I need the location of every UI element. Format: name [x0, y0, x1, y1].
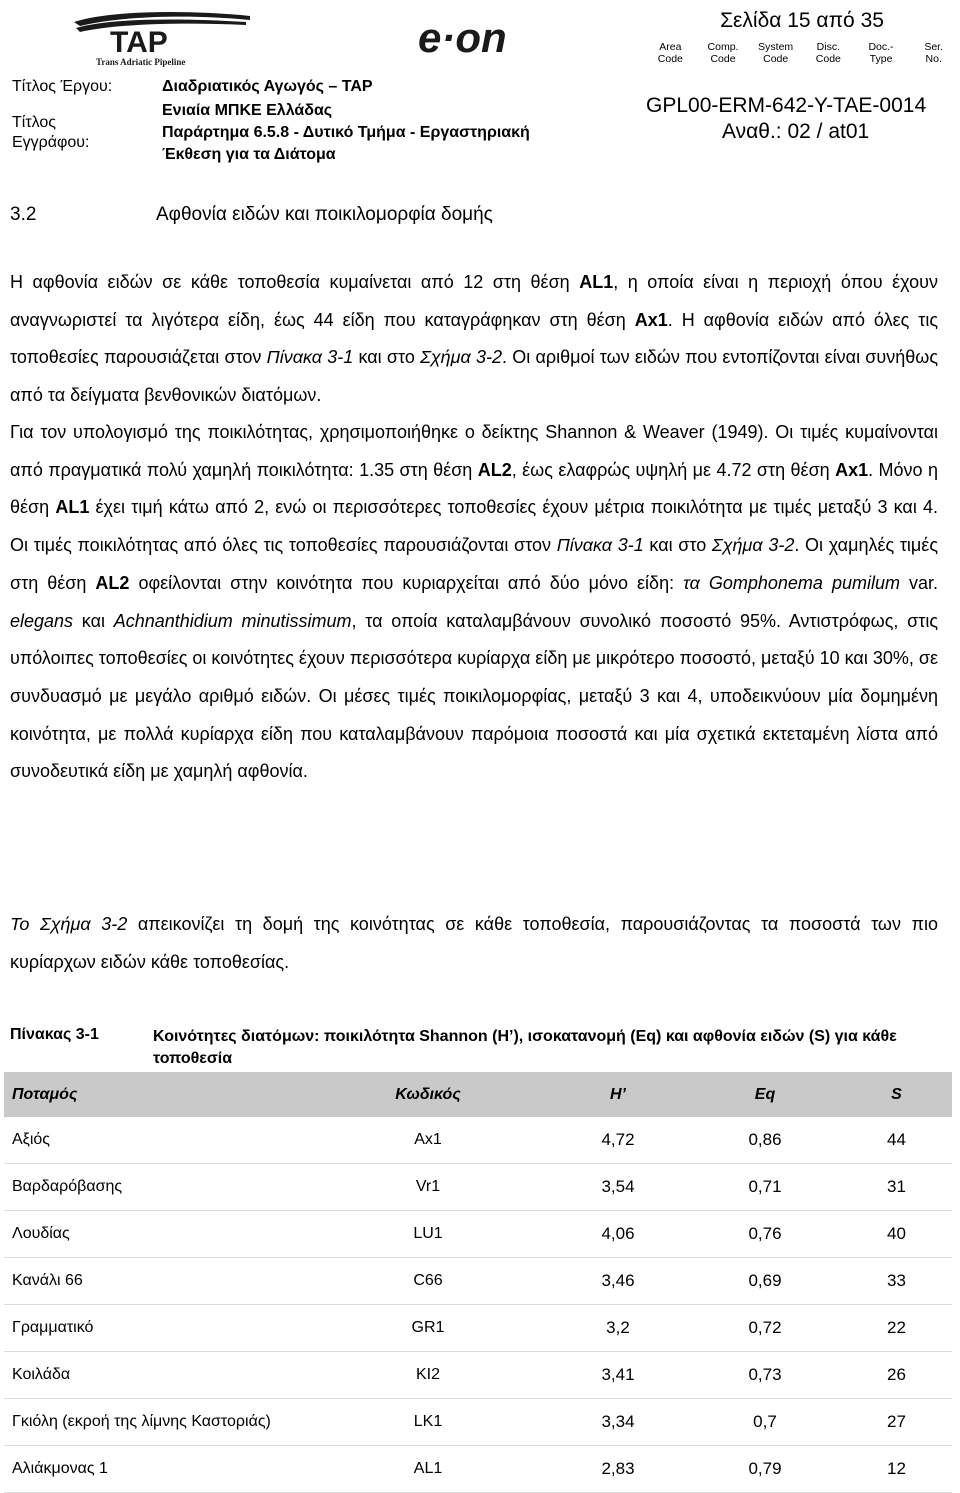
table-caption-label: Πίνακας 3-1	[10, 1026, 99, 1043]
header-top-band	[0, 0, 960, 72]
text-run: Η αφθονία ειδών σε κάθε τοποθεσία κυμαίνεται από 12 στη θέση	[10, 272, 580, 292]
cell-h: 3,46	[547, 1258, 689, 1305]
cell-s: 40	[841, 1211, 952, 1258]
cell-eq: 0,69	[689, 1258, 841, 1305]
header-evenness: Eq	[689, 1072, 841, 1117]
site-code: Ax1	[634, 309, 668, 330]
text-run: , η οποία είναι η περιοχή όπου έχουν αναγνωριστεί τα λιγότερα είδη, έως 44 είδη που καταγράφηκαν στη θέση	[10, 272, 938, 330]
table-row	[4, 1164, 952, 1211]
tap-logo-text: TAP	[110, 26, 168, 59]
cell-eq: 0,76	[689, 1211, 841, 1258]
cell-code: AL1	[309, 1446, 547, 1493]
tap-logo-subtitle: Trans Adriatic Pipeline	[96, 57, 186, 67]
cell-river: Λουδίας	[4, 1211, 309, 1258]
text-run: . Η αφθονία ειδών από όλες τις τοποθεσίες παρουσιάζεται στον	[10, 309, 938, 368]
site-code: AL1	[579, 272, 614, 292]
cell-code: KI2	[309, 1352, 547, 1399]
code-label-2: Code	[763, 53, 789, 65]
code-fields	[644, 38, 960, 70]
code-system	[749, 38, 802, 70]
code-label-2: Code	[710, 53, 736, 65]
species-name: Achnanthidium minutissimum	[113, 610, 352, 631]
cell-h: 2,83	[547, 1446, 689, 1493]
code-label-1: Area	[659, 41, 682, 53]
code-label-1: System	[758, 41, 794, 53]
document-number: GPL00-ERM-642-Y-TAE-0014	[646, 94, 927, 117]
project-value: Διαδριατικός Αγωγός – TAP	[162, 78, 373, 95]
table-row	[4, 1446, 952, 1493]
cell-river: Βαρδαρόβασης	[4, 1164, 309, 1211]
header-code: Κωδικός	[309, 1072, 547, 1117]
site-code: AL2	[477, 459, 512, 480]
text-run: απεικονίζει τη δομή της κοινότητας σε κάθε τοποθεσία, παρουσιάζοντας τα ποσοστά των πιο κυρίαρχων ειδών κάθε τοποθεσίας.	[10, 914, 938, 972]
cell-eq: 0,71	[689, 1164, 841, 1211]
section-title: Αφθονία ειδών και ποικιλομορφία δομής	[156, 204, 493, 225]
cell-h: 3,34	[547, 1399, 689, 1446]
cell-river: Γραμματικό	[4, 1305, 309, 1352]
figure-reference: Το Σχήμα 3-2	[10, 914, 128, 934]
doc-title-line-2: Παράρτημα 6.5.8 - Δυτικό Τμήμα - Εργαστηριακή	[162, 124, 530, 141]
doc-title-label-2: Εγγράφου:	[12, 134, 90, 151]
section-number: 3.2	[10, 204, 37, 225]
cell-eq: 0,7	[689, 1399, 841, 1446]
paragraph-species-abundance	[10, 264, 938, 415]
code-label-1: Doc.-	[868, 41, 894, 53]
document-header	[0, 0, 960, 168]
table-row	[4, 1305, 952, 1352]
table-row	[4, 1352, 952, 1399]
cell-river: Κανάλι 66	[4, 1258, 309, 1305]
cell-h: 4,06	[547, 1211, 689, 1258]
table-reference: Πίνακα 3-1	[266, 347, 354, 368]
species-name: τα Gomphonema pumilum	[683, 572, 900, 593]
cell-river: Αξιός	[4, 1117, 309, 1164]
section-heading	[10, 204, 493, 226]
cell-code: Ax1	[309, 1117, 547, 1164]
text-run: Για τον υπολογισμό της ποικιλότητας, χρησιμοποιήθηκε ο δείκτης Shannon & Weaver (1949). Οι τιμές κυμαίνονται από πραγματικά πολύ χαμηλή ποικιλότητα: 1.35 στη θέση	[10, 422, 938, 480]
code-label-2: Code	[815, 53, 841, 65]
cell-h: 3,41	[547, 1352, 689, 1399]
text-run: , έως ελαφρώς υψηλή με 4.72 στη θέση	[511, 459, 836, 480]
paragraph-diversity	[10, 414, 938, 791]
code-area	[644, 38, 697, 70]
cell-code: GR1	[309, 1305, 547, 1352]
cell-code: C66	[309, 1258, 547, 1305]
text-run: . Οι αριθμοί των ειδών που εντοπίζονται είναι συνήθως από τα δείγματα βενθονικών διατόμων.	[10, 347, 938, 406]
header-river: Ποταμός	[4, 1072, 309, 1117]
page-number: Σελίδα 15 από 35	[644, 6, 960, 36]
cell-river: Γκιόλη (εκροή της λίμνης Καστοριάς)	[4, 1399, 309, 1446]
cell-h: 3,2	[547, 1305, 689, 1352]
table-row	[4, 1211, 952, 1258]
code-doctype	[855, 38, 908, 70]
eon-logo	[416, 12, 546, 62]
header-richness: S	[841, 1072, 952, 1117]
site-code: AL2	[95, 572, 130, 593]
code-label-2: No.	[925, 53, 942, 65]
code-disc	[802, 38, 855, 70]
cell-river: Κοιλάδα	[4, 1352, 309, 1399]
table-row	[4, 1117, 952, 1164]
site-code: AL1	[55, 497, 90, 518]
code-serno	[907, 38, 960, 70]
doc-title-line-3: Έκθεση για τα Διάτομα	[162, 146, 336, 163]
cell-s: 22	[841, 1305, 952, 1352]
code-label-1: Disc.	[816, 41, 841, 53]
diversity-table	[4, 1072, 952, 1493]
table-header-row	[4, 1072, 952, 1117]
table-row	[4, 1258, 952, 1305]
cell-s: 12	[841, 1446, 952, 1493]
table-reference: Πίνακα 3-1	[556, 535, 644, 556]
text-run: οφείλονται στην κοινότητα που κυριαρχείται από δύο μόνο είδη:	[129, 572, 684, 593]
code-label-1: Comp.	[707, 41, 739, 53]
project-label: Τίτλος Έργου:	[12, 78, 113, 95]
paragraph-figure-description	[10, 906, 938, 981]
cell-eq: 0,86	[689, 1117, 841, 1164]
cell-s: 26	[841, 1352, 952, 1399]
tap-logo	[70, 8, 270, 68]
text-run: . Οι χαμηλές τιμές στη θέση	[10, 535, 938, 593]
cell-eq: 0,79	[689, 1446, 841, 1493]
code-label-1: Ser.	[924, 41, 944, 53]
doc-title-line-1: Ενιαία ΜΠΚΕ Ελλάδας	[162, 102, 333, 119]
cell-h: 4,72	[547, 1117, 689, 1164]
text-run: και στο	[643, 535, 712, 556]
cell-code: Vr1	[309, 1164, 547, 1211]
cell-river: Αλιάκμονας 1	[4, 1446, 309, 1493]
table-row	[4, 1399, 952, 1446]
cell-h: 3,54	[547, 1164, 689, 1211]
code-comp	[697, 38, 750, 70]
code-label-2: Code	[657, 53, 683, 65]
eon-logo-text: e·on	[418, 14, 507, 61]
cell-eq: 0,72	[689, 1305, 841, 1352]
site-code: Ax1	[835, 459, 869, 480]
figure-reference: Σχήμα 3-2	[420, 347, 503, 368]
cell-s: 31	[841, 1164, 952, 1211]
table-caption-text: Κοινότητες διατόμων: ποικιλότητα Shannon (H’), ισοκατανομή (Eq) και αφθονία ειδών (S) για κάθε τοποθεσία	[153, 1028, 897, 1067]
cell-s: 33	[841, 1258, 952, 1305]
text-run: και στο	[353, 347, 421, 368]
text-run: var.	[899, 572, 938, 593]
figure-reference: Σχήμα 3-2	[711, 535, 795, 556]
text-run: . Μόνο η θέση	[10, 459, 938, 518]
text-run: και	[73, 610, 114, 631]
cell-code: LU1	[309, 1211, 547, 1258]
cell-code: LK1	[309, 1399, 547, 1446]
species-name: elegans	[10, 610, 74, 631]
revision: Αναθ.: 02 / at01	[722, 120, 870, 143]
header-shannon: H’	[547, 1072, 689, 1117]
cell-s: 27	[841, 1399, 952, 1446]
text-run: , τα οποία καταλαμβάνουν συνολικό ποσοστό 95%. Αντιστρόφως, στις υπόλοιπες τοποθεσίες οι κοινότητες έχουν περισσότερα κυρίαρχα είδη με μικρότερο ποσοστό, μεταξύ 10 και 30%, σε συνδυασμό με μεγάλο αριθμό ειδών. Οι μέσες τιμές ποικιλομορφίας, μεταξύ 3 και 4, υποδεικνύουν μία δομημένη κοινότητα, με πολλά κυρίαρχα είδη που καταλαμβάνουν παρόμοια ποσοστά και μία σχετικά εκτεταμένη λίστα από συνοδευτικά είδη με χαμηλή αφθονία.	[10, 610, 938, 782]
cell-s: 44	[841, 1117, 952, 1164]
doc-title-label-1: Τίτλος	[12, 114, 57, 131]
cell-eq: 0,73	[689, 1352, 841, 1399]
text-run: έχει τιμή κάτω από 2, ενώ οι περισσότερες τοποθεσίες έχουν μέτρια ποικιλότητα με τιμές μεταξύ 3 και 4. Οι τιμές ποικιλότητας από όλες τις τοποθεσίες παρουσιάζονται στον	[10, 497, 939, 556]
code-label-2: Type	[869, 53, 893, 65]
